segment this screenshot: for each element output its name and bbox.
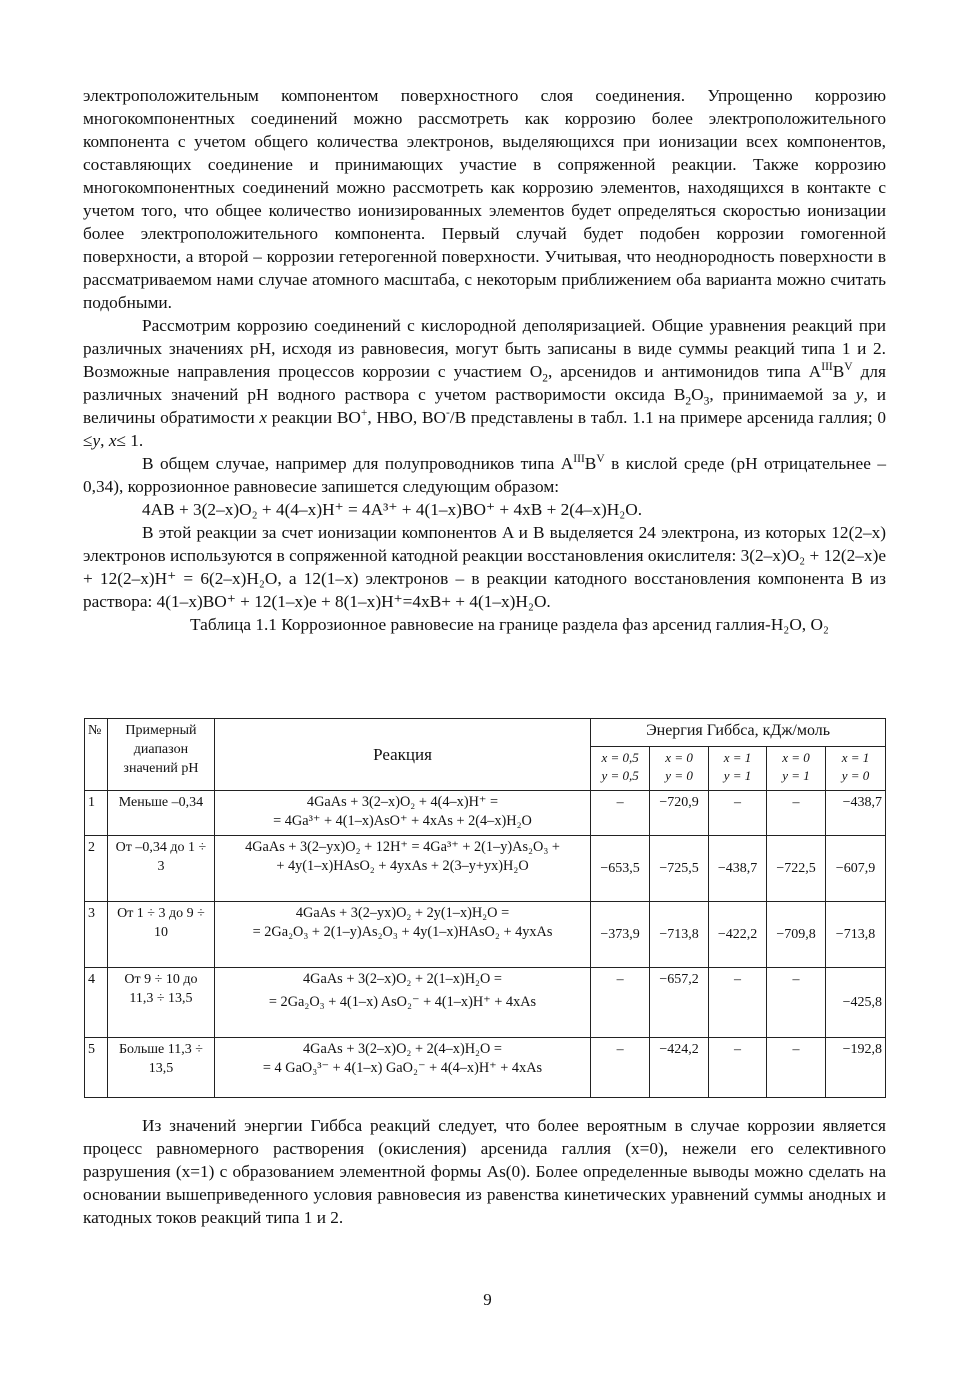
paragraph-2: Рассмотрим коррозию соединений с кислородной деполяризацией. Общие уравнения реакций при различных значениях pH, исходя из равновесия, могут быть записаны в виде суммы реакций типа 1 и 2. Возможные направления процессов коррозии с участием $O_2$, арсенидов и антимонидов типа $A^{III}B^V$ для различных значений pH водного раствора с учетом растворимости оксида $B_2O_3$, принимаемой за y, и величины обратимости x реакции BO+, HBO, BO-/B представлены в табл. 1.1 на примере арсенида галлия; 0 ≤y, x≤ 1. <box>83 316 887 450</box>
gibbs-value: – <box>591 791 650 836</box>
row-ph-range: От 1 ÷ 3 до 9 ÷ 10 <box>107 902 214 968</box>
gibbs-value: −438,7 <box>826 791 886 836</box>
row-number: 1 <box>85 791 108 836</box>
row-reaction: 4GaAs + 3(2–x)O₂ + 2(1–x)H₂O = = 2Ga₂O₃ + 4(1–x) AsO₂⁻ + 4(1–x)H⁺ + 4xAs <box>214 968 590 1038</box>
col-header-1: x = 0,5 y = 0,5 <box>591 747 650 791</box>
header-number: № <box>85 719 108 791</box>
paragraph-4: В этой реакции за счет ионизации компонентов A и B выделяется 24 электрона, из которых 12(2–x) электронов используются в сопряженной катодной реакции восстановления окислителя: 3(2–x)O₂ + 12(2–x)e + 12(2–x)H⁺ = 6(2–x)H₂O, а 12(1–x) электронов – в реакции катодного восстановления компонента B из раствора: 4(1–x)BO⁺ + 12(1–x)e + 8(1–x)H⁺=4xB+ + 4(1–x)H₂O. <box>83 523 886 611</box>
gibbs-value: – <box>709 791 767 836</box>
header-gibbs: Энергия Гиббса, кДж/моль <box>591 719 886 747</box>
gibbs-value: −657,2 <box>650 968 709 1038</box>
gibbs-value: −720,9 <box>650 791 709 836</box>
row-ph-range: Больше 11,3 ÷ 13,5 <box>107 1038 214 1098</box>
gibbs-value: −438,7 <box>709 836 767 902</box>
gibbs-value: −425,8 <box>826 968 886 1038</box>
page-number: 9 <box>483 1290 492 1309</box>
gibbs-value: −607,9 <box>826 836 886 902</box>
gibbs-value: −424,2 <box>650 1038 709 1098</box>
row-number: 3 <box>85 902 108 968</box>
row-reaction: 4GaAs + 3(2–x)O₂ + 4(4–x)H⁺ = = 4Ga³⁺ + 4(1–x)AsO⁺ + 4xAs + 2(4–x)H₂O <box>214 791 590 836</box>
gibbs-value: – <box>767 1038 826 1098</box>
row-ph-range: От 9 ÷ 10 до 11,3 ÷ 13,5 <box>107 968 214 1038</box>
row-ph-range: От –0,34 до 1 ÷ 3 <box>107 836 214 902</box>
gibbs-value: −422,2 <box>709 902 767 968</box>
row-ph-range: Меньше –0,34 <box>107 791 214 836</box>
col-header-4: x = 0 y = 1 <box>767 747 826 791</box>
table-row <box>85 968 886 1038</box>
gibbs-value: −722,5 <box>767 836 826 902</box>
gibbs-value: – <box>767 791 826 836</box>
gibbs-table <box>84 718 886 1098</box>
row-number: 5 <box>85 1038 108 1098</box>
header-reaction: Реакция <box>214 719 590 791</box>
col-header-5: x = 1 y = 0 <box>826 747 886 791</box>
row-number: 2 <box>85 836 108 902</box>
table-row <box>85 902 886 968</box>
row-reaction: 4GaAs + 3(2–x)O₂ + 2(4–x)H₂O = = 4 GaO₃³⁻ + 4(1–x) GaO₂⁻ + 4(4–x)H⁺ + 4xAs <box>214 1038 590 1098</box>
main-text <box>83 84 886 636</box>
table-row <box>85 836 886 902</box>
row-number: 4 <box>85 968 108 1038</box>
row-reaction: 4GaAs + 3(2–yx)O₂ + 2y(1–x)H₂O = = 2Ga₂O₃ + 2(1–y)As₂O₃ + 4y(1–x)HAsO₂ + 4yxAs <box>214 902 590 968</box>
gibbs-value: −709,8 <box>767 902 826 968</box>
gibbs-value: – <box>591 1038 650 1098</box>
gibbs-value: −373,9 <box>591 902 650 968</box>
col-header-3: x = 1 y = 1 <box>709 747 767 791</box>
gibbs-value: – <box>767 968 826 1038</box>
gibbs-value: −192,8 <box>826 1038 886 1098</box>
row-reaction: 4GaAs + 3(2–yx)O₂ + 12H⁺ = 4Ga³⁺ + 2(1–y)As₂O₃ + + 4y(1–x)HAsO₂ + 4yxAs + 2(3–y+yx)H₂O <box>214 836 590 902</box>
gibbs-value: – <box>709 1038 767 1098</box>
col-header-2: x = 0 y = 0 <box>650 747 709 791</box>
conclusion-text <box>83 1114 886 1229</box>
paragraph-5: Из значений энергии Гиббса реакций следует, что более вероятным в случае коррозии является процесс равномерного растворения (окисления) арсенида галлия (x=0), нежели его селективного разрушения (x=1) с образованием элементной формы As(0). Более определенные выводы можно сделать на основании вышеприведенного условия равновесия из равенства кинетических уравнений суммы анодных и катодных токов реакций типа 1 и 2. <box>83 1116 886 1227</box>
gibbs-value: – <box>709 968 767 1038</box>
table-row <box>85 1038 886 1098</box>
gibbs-value: −653,5 <box>591 836 650 902</box>
gibbs-value: – <box>591 968 650 1038</box>
paragraph-1: электроположительным компонентом поверхностного слоя соединения. Упрощенно коррозию многокомпонентных соединений можно рассмотреть как коррозию более электроположительного компонента с учетом общего количества электронов, выделяющихся при ионизации всех компонентов, составляющих соединение и принимающих участие в сопряженной реакции. Также коррозию многокомпонентных соединений можно рассмотреть как коррозию элементов, находящихся в контакте с учетом того, что общее количество ионизированных элементов будет определяться скоростью ионизации более электроположительного компонента. Первый случай будет подобен коррозии гомогенной поверхности, а второй – коррозии гетерогенной поверхности. Учитывая, что неоднородность поверхности в рассматриваемом нами случае атомного масштаба, с некоторым приближением оба варианта можно считать подобными. <box>83 86 886 312</box>
gibbs-value: −713,8 <box>826 902 886 968</box>
header-ph-range: Примерный диапазон значений pH <box>107 719 214 791</box>
table-caption: Таблица 1.1 Коррозионное равновесие на границе раздела фаз арсенид галлия-H₂O, O₂ <box>190 615 829 634</box>
gibbs-value: −725,5 <box>650 836 709 902</box>
table-row <box>85 791 886 836</box>
gibbs-value: −713,8 <box>650 902 709 968</box>
equation-1: 4AB + 3(2–x)O₂ + 4(4–x)H⁺ = 4A³⁺ + 4(1–x)BO⁺ + 4xB + 2(4–x)H₂O. <box>142 500 643 519</box>
paragraph-3: В общем случае, например для полупроводников типа $A^{III}B^V$ в кислой среде (pH отрицательнее –0,34), коррозионное равновесие запишется следующим образом: <box>83 453 886 496</box>
